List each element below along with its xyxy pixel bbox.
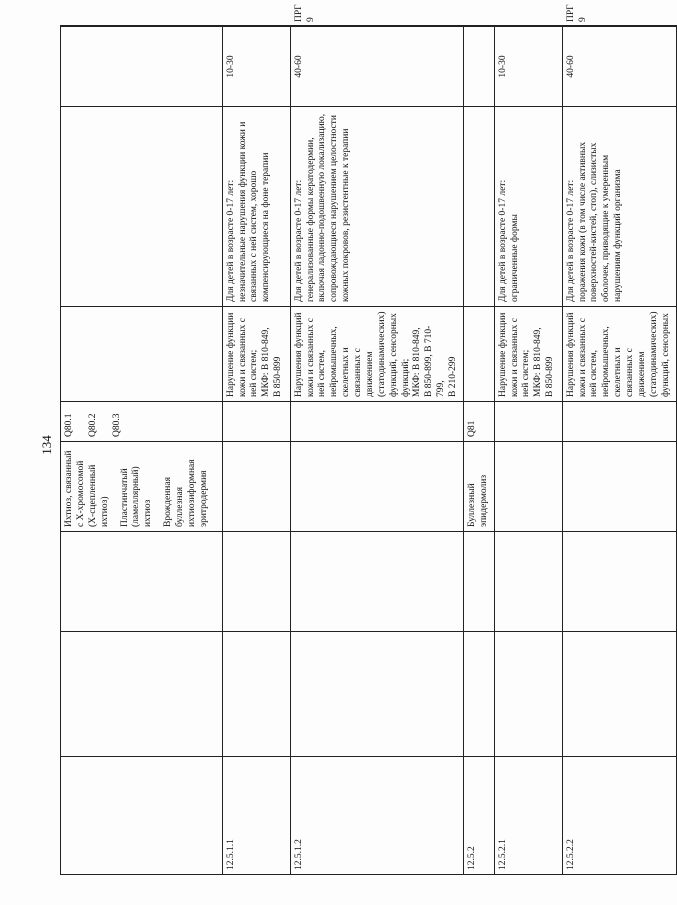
mark-cell: ПРГ 9 (290, 26, 463, 27)
table-row (222, 26, 290, 875)
icd-code: Q80.3 (111, 413, 122, 437)
disease-cell: Буллезный эпидермолиз (463, 442, 494, 532)
mark-cell (222, 26, 290, 27)
row-number-cell: 12.5.2 (463, 757, 494, 875)
percent-cell: 40-60 (562, 27, 676, 107)
rotated-table-container (60, 4, 671, 875)
mark-cell: ПРГ 9 (562, 26, 676, 27)
criteria-cell: Для детей в возрасте 0-17 лет: ограниченные формы (494, 107, 562, 307)
mark-cell (494, 26, 562, 27)
row-number-cell: 12.5.1.1 (222, 757, 290, 875)
row-number-cell: 12.5.2.1 (494, 757, 562, 875)
empty-cell (463, 532, 494, 632)
table-row (494, 26, 562, 875)
icd-code-cell: Q81 (463, 402, 494, 442)
empty-cell (463, 632, 494, 757)
violations-cell: Нарушение функции кожи и связанных с ней систем; МКФ: B 810-849, B 850-899 (494, 307, 562, 402)
violations-cell: Нарушение функции кожи и связанных с ней систем; МКФ: B 810-849, B 850-899 (222, 307, 290, 402)
disease-name: Врожденная буллезная ихтиозиформная эритродермия (163, 459, 209, 527)
row-number-cell (61, 757, 223, 875)
icd-code: Q80.2 (87, 413, 98, 437)
table-row (61, 26, 223, 875)
icd-code-cell (562, 402, 676, 442)
percent-cell (61, 27, 223, 107)
disease-name: Пластинчатый (ламеллярный) ихтиоз (119, 466, 154, 527)
violations-cell (61, 307, 223, 402)
icd-code-cell (290, 402, 463, 442)
disease-cell (562, 442, 676, 532)
disease-cell (222, 442, 290, 532)
empty-cell (494, 632, 562, 757)
criteria-cell (463, 107, 494, 307)
mark-cell (463, 26, 494, 27)
empty-cell (494, 532, 562, 632)
percent-cell: 40-60 (290, 27, 463, 107)
empty-cell (61, 632, 223, 757)
page-number: 134 (39, 435, 54, 455)
empty-cell (222, 632, 290, 757)
disease-cell (290, 442, 463, 532)
empty-cell (562, 632, 676, 757)
icd-code-cell (494, 402, 562, 442)
row-number-cell: 12.5.2.2 (562, 757, 676, 875)
empty-cell (290, 532, 463, 632)
table-row (463, 26, 494, 875)
percent-cell: 10-30 (222, 27, 290, 107)
percent-cell (463, 27, 494, 107)
disease-cell (61, 442, 223, 532)
table-row (290, 26, 463, 875)
empty-cell (61, 532, 223, 632)
criteria-cell: Для детей в возрасте 0-17 лет: поражения кожи (в том числе активных поверхностей-кистей, стоп), слизистых оболочек, приводящие к умеренным нарушениям функций организма (562, 107, 676, 307)
disability-criteria-table (60, 4, 677, 875)
icd-code-cell (222, 402, 290, 442)
row-number-cell: 12.5.1.2 (290, 757, 463, 875)
table-row (562, 26, 676, 875)
mark-cell (61, 26, 223, 27)
percent-cell: 10-30 (494, 27, 562, 107)
disease-name: Ихтиоз, связанный с Х-хромосомой (Х-сцепленный ихтиоз) (64, 450, 110, 527)
icd-code-cell (61, 402, 223, 442)
violations-cell: Нарушения функций кожи и связанных с ней систем, нейромышечных, скелетных и связанных с движением (статодинамических) функций, сенсорных (562, 307, 676, 402)
violations-cell: Нарушения функций кожи и связанных с ней систем, нейромышечных, скелетных и связанных с движением (статодинамических) функций, сенсорных функций; МКФ: B 810-849, B 850-899, B 710-799, B 210-299 (290, 307, 463, 402)
icd-code: Q80.1 (64, 413, 74, 437)
criteria-cell: Для детей в возрасте 0-17 лет: генерализованные формы кератодермии, включая ладонно-подошвенную локализацию, сопровождающиеся нарушением целостности кожных покровов, резистентные к терапии (290, 107, 463, 307)
empty-cell (290, 632, 463, 757)
empty-cell (222, 532, 290, 632)
criteria-cell: Для детей в возрасте 0-17 лет: незначительные нарушения функции кожи и связанных с ней систем, хорошо компенсирующиеся на фоне терапии (222, 107, 290, 307)
criteria-cell (61, 107, 223, 307)
disease-cell (494, 442, 562, 532)
violations-cell (463, 307, 494, 402)
empty-cell (562, 532, 676, 632)
